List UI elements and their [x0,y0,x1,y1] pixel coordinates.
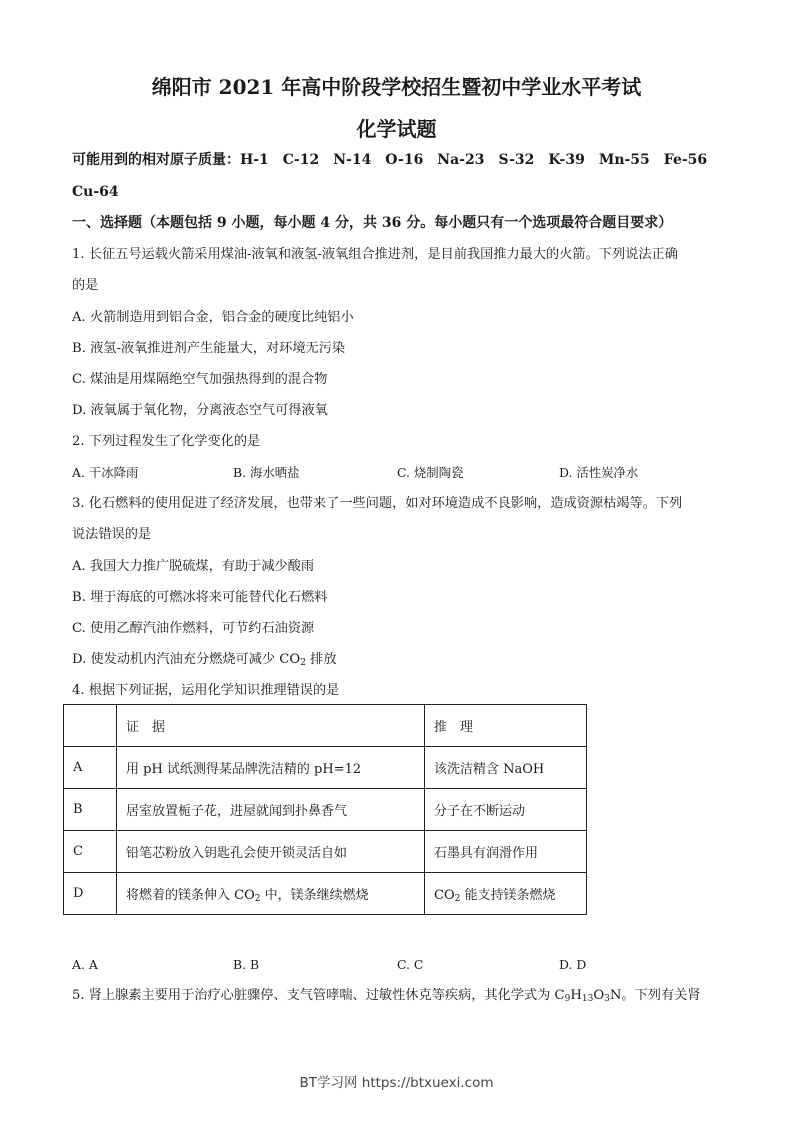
row-label: B [64,789,117,831]
section-heading: 一、选择题（本题包括 9 小题，每小题 4 分，共 36 分。每小题只有一个选项最符合题目要求） [72,215,673,231]
row-d-evidence-subscript: 2 [254,894,261,904]
q1-option-a: A. 火箭制造用到铝合金，铝合金的硬度比纯铝小 [72,310,354,325]
q4-option-d: D. D [559,957,587,972]
q5-h: H [570,988,582,1003]
exam-title: 绵阳市 2021 年高中阶段学校招生暨初中学业水平考试 [151,75,642,99]
row-evidence: 铅笔芯粉放入钥匙孔会使开锁灵活自如 [117,831,425,873]
table-header-row [64,705,587,747]
q5-stem-text: 5. 肾上腺素主要用于治疗心脏骤停、支气管哮喘、过敏性休克等疾病，其化学式为 C [72,988,565,1003]
q1-option-c: C. 煤油是用煤隔绝空气加强热得到的混合物 [72,372,328,387]
table-row [64,873,587,915]
evidence-table [63,704,587,915]
row-evidence: 居室放置栀子花，进屋就闻到扑鼻香气 [117,789,425,831]
q3-option-d [72,651,337,669]
q2-option-c: C. 烧制陶瓷 [397,465,464,480]
row-reasoning: 该洗洁精含 NaOH [425,747,587,789]
q4-option-c: C. C [397,957,424,972]
q2-stem: 2. 下列过程发生了化学变化的是 [72,434,261,449]
q3-stem-line-1: 3. 化石燃料的使用促进了经济发展，也带来了一些问题，如对环境造成不良影响，造成资源枯竭等。下列 [72,496,683,511]
q5-stem [72,987,701,1005]
footer-watermark: BT学习网 https://btxuexi.com [299,1075,494,1091]
row-label: C [64,831,117,873]
q4-stem: 4. 根据下列证据，运用化学知识推理错误的是 [72,683,340,698]
q3-option-d-tail: 排放 [305,652,337,667]
row-d-evidence-tail: 中，镁条继续燃烧 [260,888,369,903]
q2-option-a: A. 干冰降雨 [72,465,139,480]
q3-stem-line-2: 说法错误的是 [72,527,152,542]
q5-sub-h: 13 [581,994,594,1004]
q3-option-a: A. 我国大力推广脱硫煤，有助于减少酸雨 [72,559,315,574]
q4-option-b: B. B [233,957,260,972]
row-reasoning [425,873,587,915]
row-d-reasoning-text: CO [434,888,455,903]
atomic-mass-line-1: 可能用到的相对原子质量：H-1 C-12 N-14 O-16 Na-23 S-32 K-39 Mn-55 Fe-56 [72,152,708,168]
exam-subtitle: 化学试题 [356,117,437,141]
row-evidence [117,873,425,915]
q4-option-a: A. A [72,957,98,972]
table-row [64,831,587,873]
row-label: A [64,747,117,789]
q5-o: O [593,988,605,1003]
q1-option-d: D. 液氧属于氧化物，分离液态空气可得液氧 [72,403,328,418]
table-header-reasoning: 推 理 [425,705,587,747]
row-evidence: 用 pH 试纸测得某品牌洗洁精的 pH=12 [117,747,425,789]
atomic-mass-line-2: Cu-64 [72,184,119,200]
q3-option-d-subscript: 2 [300,658,306,668]
q3-option-c: C. 使用乙醇汽油作燃料，可节约石油资源 [72,621,315,636]
q1-stem-line-2: 的是 [72,278,99,293]
q1-stem-line-1: 1. 长征五号运载火箭采用煤油-液氧和液氢-液氧组合推进剂，是目前我国推力最大的火箭。下列说法正确 [72,247,678,262]
row-d-reasoning-subscript: 2 [454,894,461,904]
row-label: D [64,873,117,915]
row-d-reasoning-tail: 能支持镁条燃烧 [460,888,556,903]
table-header-evidence: 证 据 [117,705,425,747]
table-row [64,747,587,789]
table-header-blank [64,705,117,747]
q2-option-b: B. 海水晒盐 [233,465,300,480]
row-reasoning: 分子在不断运动 [425,789,587,831]
q2-option-d: D. 活性炭净水 [559,465,639,480]
row-reasoning: 石墨具有润滑作用 [425,831,587,873]
q3-option-d-text: D. 使发动机内汽油充分燃烧可减少 CO [72,652,301,667]
q5-sub-o: 3 [604,994,610,1004]
row-d-evidence-text: 将燃着的镁条伸入 CO [126,888,255,903]
q5-stem-tail: N。下列有关肾 [609,988,701,1003]
q5-sub-c: 9 [564,994,571,1004]
q3-option-b: B. 埋于海底的可燃冰将来可能替代化石燃料 [72,590,328,605]
table-row [64,789,587,831]
q1-option-b: B. 液氢-液氧推进剂产生能量大，对环境无污染 [72,341,346,356]
